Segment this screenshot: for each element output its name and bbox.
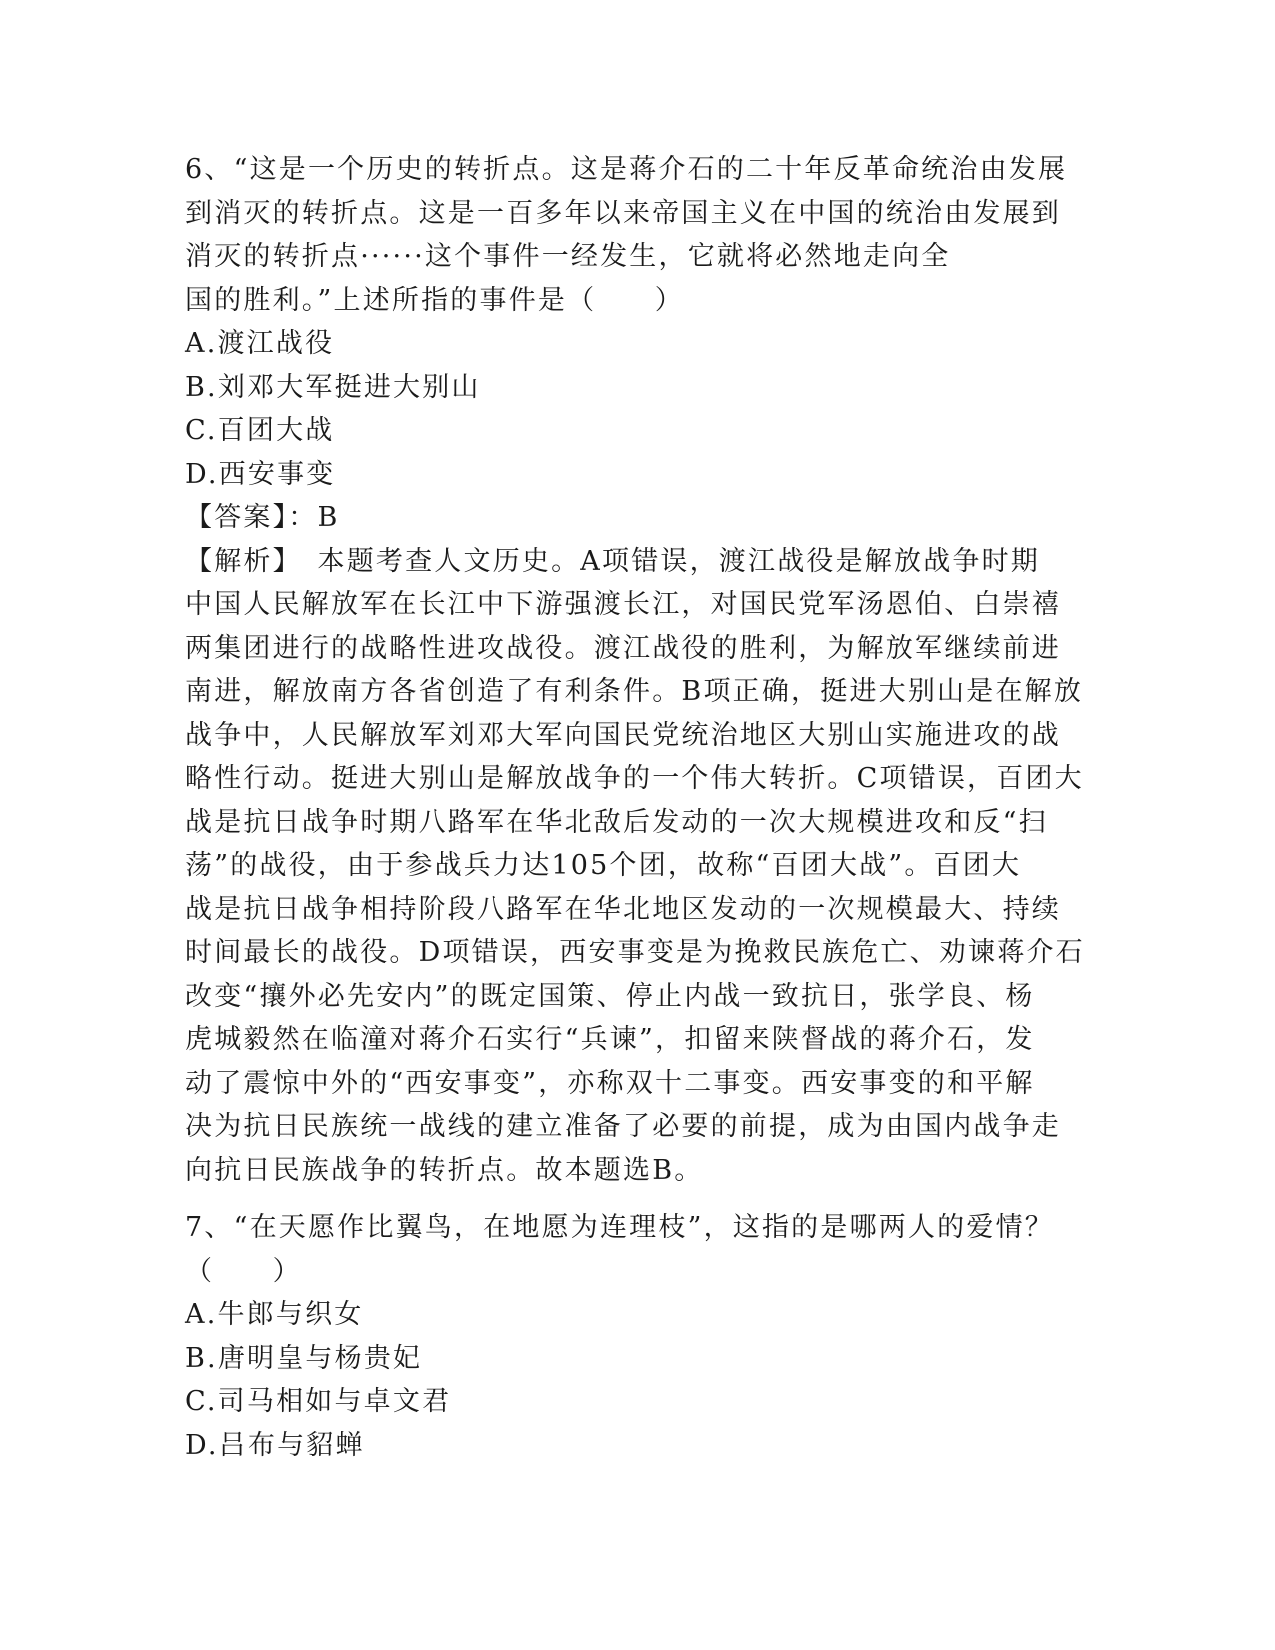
analysis-line: 决为抗日民族统一战线的建立准备了必要的前提，成为由国内战争走	[185, 1111, 1061, 1142]
analysis-line: 中国人民解放军在长江中下游强渡长江，对国民党军汤恩伯、白崇禧	[185, 589, 1061, 620]
analysis-line: 【解析】 本题考查人文历史。A项错误，渡江战役是解放战争时期	[185, 545, 1040, 577]
analysis-line: 时间最长的战役。D项错误，西安事变是为挽救民族危亡、劝谏蒋介石	[185, 937, 1085, 968]
analysis-line: 向抗日民族战争的转折点。故本题选B。	[185, 1154, 704, 1186]
analysis-line: 动了震惊中外的“西安事变”，亦称双十二事变。西安事变的和平解	[185, 1067, 1035, 1099]
analysis-line: 荡”的战役，由于参战兵力达105个团，故称“百团大战”。百团大	[185, 850, 1022, 881]
analysis-line: 战争中，人民解放军刘邓大军向国民党统治地区大别山实施进攻的战	[185, 719, 1061, 751]
option-d: D.吕布与貂蝉	[185, 1429, 365, 1461]
document-page	[185, 148, 1085, 1467]
question-stem-line: 6、“这是一个历史的转折点。这是蒋介石的二十年反革命统治由发展	[185, 154, 1068, 185]
analysis-line: 略性行动。挺进大别山是解放战争的一个伟大转折。C项错误，百团大	[185, 763, 1084, 794]
question-spacer	[185, 1192, 1085, 1206]
question-stem-line: 7、“在天愿作比翼鸟，在地愿为连理枝”，这指的是哪两人的爱情？	[185, 1212, 1054, 1243]
question-7	[185, 1206, 1085, 1467]
option-a: A.牛郎与织女	[185, 1299, 364, 1330]
analysis-line: 虎城毅然在临潼对蒋介石实行“兵谏”，扣留来陕督战的蒋介石，发	[185, 1024, 1035, 1055]
question-stem-line: （ ）	[185, 1255, 302, 1287]
analysis	[185, 540, 1085, 1193]
analysis-line: 改变“攘外必先安内”的既定国策、停止内战一致抗日，张学良、杨	[185, 980, 1035, 1012]
option-b: B.唐明皇与杨贵妃	[185, 1342, 423, 1374]
analysis-line: 战是抗日战争相持阶段八路军在华北地区发动的一次规模最大、持续	[185, 893, 1061, 925]
question-6	[185, 148, 1085, 1192]
answer-line: 【答案】：B	[185, 502, 340, 533]
analysis-line: 战是抗日战争时期八路军在华北敌后发动的一次大规模进攻和反“扫	[185, 806, 1048, 838]
option-c: C.百团大战	[185, 415, 335, 446]
option-b: B.刘邓大军挺进大别山	[185, 371, 481, 403]
question-stem-line: 国的胜利。”上述所指的事件是（ ）	[185, 284, 684, 316]
analysis-line: 南进，解放南方各省创造了有利条件。B项正确，挺进大别山是在解放	[185, 676, 1084, 707]
option-a: A.渡江战役	[185, 328, 335, 359]
option-d: D.西安事变	[185, 458, 336, 490]
question-stem-line: 消灭的转折点······这个事件一经发生，它就将必然地走向全	[185, 241, 951, 272]
option-c: C.司马相如与卓文君	[185, 1386, 452, 1417]
question-stem-line: 到消灭的转折点。这是一百多年以来帝国主义在中国的统治由发展到	[185, 197, 1061, 229]
analysis-line: 两集团进行的战略性进攻战役。渡江战役的胜利，为解放军继续前进	[185, 632, 1061, 664]
